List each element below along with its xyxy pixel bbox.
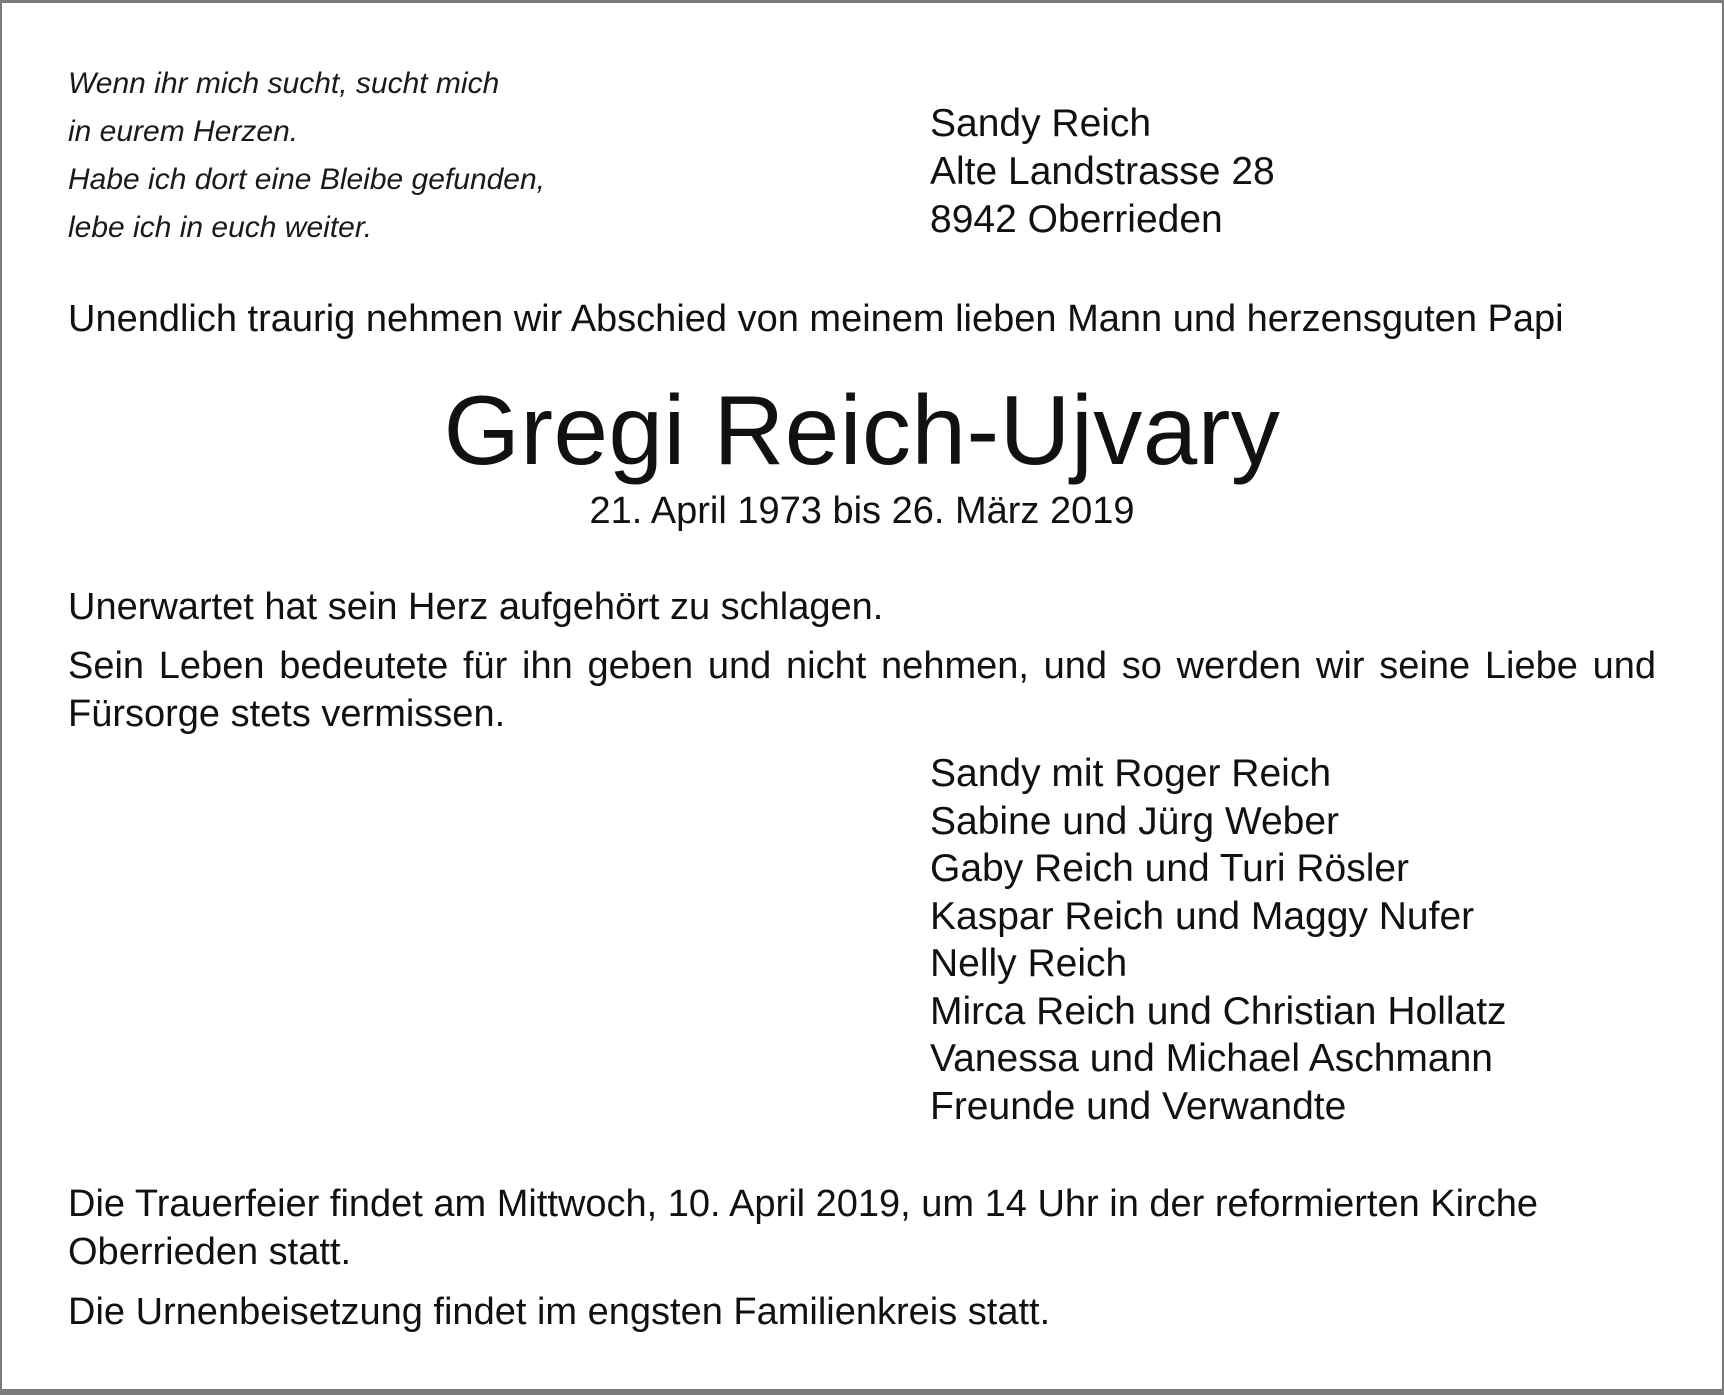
poem-line: Habe ich dort eine Bleibe gefunden,: [68, 163, 546, 196]
address-city: 8942 Oberrieden: [930, 198, 1223, 241]
mourner-entry: Freunde und Verwandte: [930, 1084, 1347, 1128]
mourner-entry: Sabine und Jürg Weber: [930, 799, 1340, 843]
burial-notice: Die Urnenbeisetzung findet im engsten Familienkreis statt.: [68, 1291, 1051, 1333]
mourner-entry: Nelly Reich: [930, 942, 1128, 985]
mourner-entry: Sandy mit Roger Reich: [930, 752, 1332, 795]
life-dates: 21. April 1973 bis 26. März 2019: [589, 490, 1135, 532]
poem-quote: [68, 60, 545, 252]
poem-line: Wenn ihr mich sucht, sucht mich: [68, 67, 500, 100]
deceased-name: Gregi Reich-Ujvary: [443, 375, 1281, 485]
intro-text: Unendlich traurig nehmen wir Abschied von meinem lieben Mann und herzensguten Papi: [68, 298, 1564, 340]
message-line-2: Sein Leben bedeutete für ihn geben und nicht nehmen, und so werden wir seine Liebe und Fürsorge stets vermissen.: [68, 645, 1656, 735]
contact-address: [930, 100, 1275, 244]
mourner-entry: Vanessa und Michael Aschmann: [930, 1037, 1493, 1080]
mourners-list: [930, 750, 1507, 1130]
mourner-entry: Mirca Reich und Christian Hollatz: [930, 989, 1507, 1033]
message-line-1: Unerwartet hat sein Herz aufgehört zu schlagen.: [68, 586, 884, 628]
mourner-entry: Gaby Reich und Turi Rösler: [930, 847, 1410, 890]
address-street: Alte Landstrasse 28: [930, 150, 1275, 193]
poem-line: lebe ich in euch weiter.: [68, 211, 373, 244]
ceremony-notice: Die Trauerfeier findet am Mittwoch, 10. April 2019, um 14 Uhr in der reformierten Kirche Oberrieden statt.: [68, 1183, 1538, 1273]
mourner-entry: Kaspar Reich und Maggy Nufer: [930, 894, 1475, 938]
address-name: Sandy Reich: [930, 102, 1152, 145]
poem-line: in eurem Herzen.: [68, 115, 299, 148]
